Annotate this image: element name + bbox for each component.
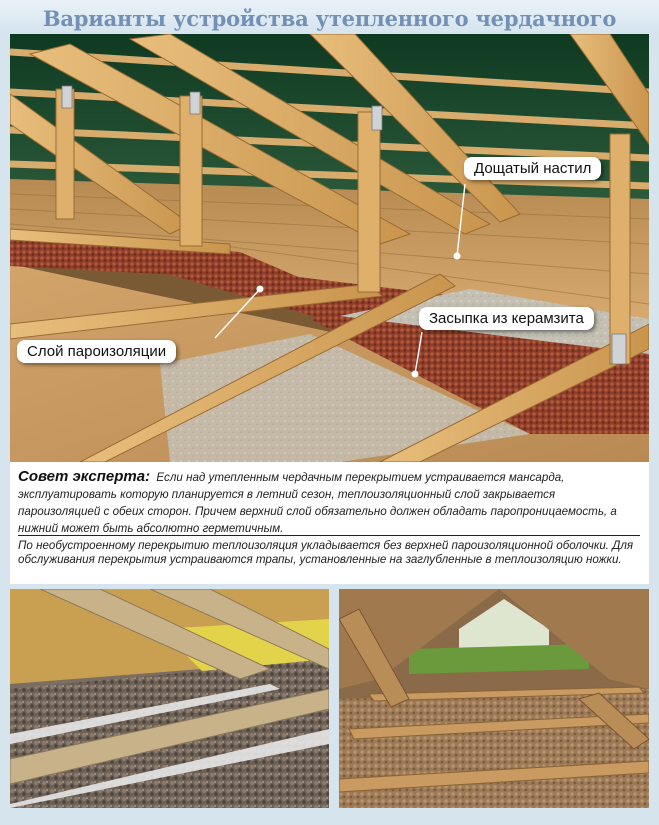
text-panel bbox=[10, 462, 649, 584]
photo-clay-between-joists bbox=[10, 589, 329, 808]
divider bbox=[18, 535, 640, 536]
photo-attic-walkways bbox=[339, 589, 649, 808]
note-text: По необустроенному перекрытию теплоизоляция укладывается без верхней пароизоляционной оболочки. Для обслуживания перекрытия устраиваются трапы, установленные на заглубленные в теплоизоляцию ножки. bbox=[18, 539, 634, 566]
label-clay-fill: Засыпка из керамзита bbox=[419, 307, 594, 330]
expert-tip bbox=[18, 468, 640, 537]
expert-tip-heading: Совет эксперта: bbox=[18, 468, 151, 485]
page-title: Варианты устройства утепленного чердачного bbox=[42, 6, 617, 31]
attic-floor-diagram bbox=[10, 34, 649, 462]
diagram-drawing bbox=[10, 34, 649, 462]
header bbox=[0, 0, 659, 34]
label-board-decking: Дощатый настил bbox=[464, 157, 601, 180]
photo-1-drawing bbox=[10, 589, 329, 808]
photo-2-drawing bbox=[339, 589, 649, 808]
greenery bbox=[409, 644, 589, 674]
label-vapor-layer: Слой пароизоляции bbox=[17, 340, 176, 363]
expert-tip-text: Если над утепленным чердачным перекрытием устраивается мансарда, эксплуатировать которую планируется в летний сезон, теплоизоляционный слой закрывается пароизоляцией с обеих сторон. Причем верхний слой обязательно должен обладать паропроницаемость, а нижний может быть абсолютно герметичным. bbox=[18, 471, 617, 535]
